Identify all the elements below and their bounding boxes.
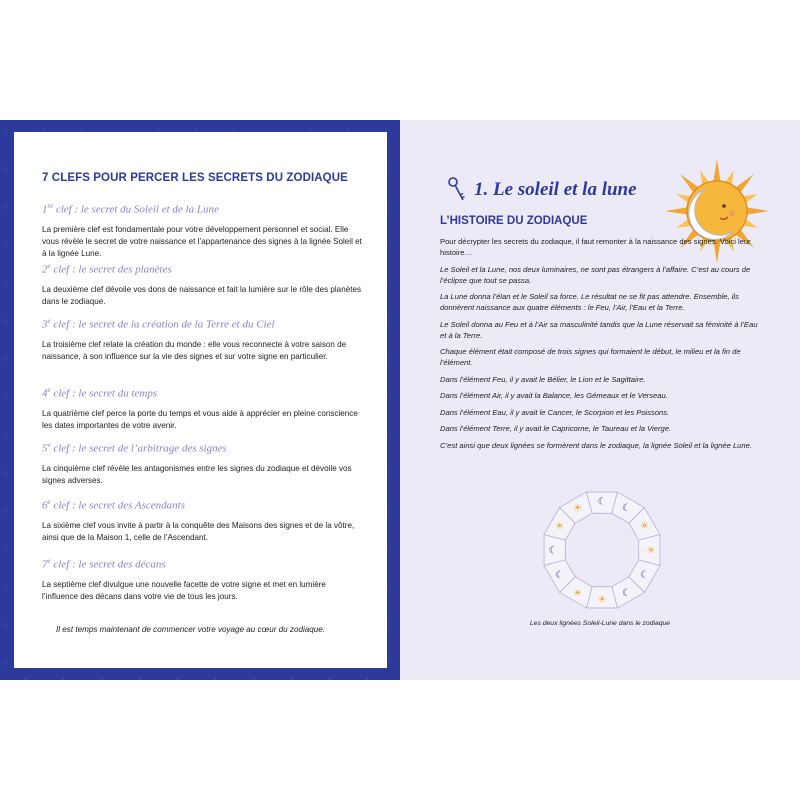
key-heading-text: clef : le secret des Ascendants: [50, 499, 186, 512]
key-ordinal: e: [47, 441, 51, 449]
sun-icon: ☀: [573, 503, 582, 515]
moon-icon: ☾: [555, 570, 565, 581]
key-description: La troisième clef relate la création du monde : elle vous reconnecte à votre saison de naissance, à son influence sur la vie des signes et sur votre signe en particulier.: [42, 339, 347, 361]
history-paragraph: Dans l’élément Eau, il y avait le Cancer, le Scorpion et les Poissons.: [440, 407, 670, 417]
page-title: 7 CLEFS POUR PERCER LES SECRETS DU ZODIAQUE: [42, 172, 348, 184]
history-paragraph: Pour décrypter les secrets du zodiaque, il faut remonter à la naissance des signes. Voici leur histoire…: [440, 237, 751, 257]
sun-icon: ☀: [639, 521, 649, 532]
key-block: [42, 262, 362, 308]
key-ordinal: e: [47, 498, 51, 506]
key-heading-text: clef : le secret du temps: [50, 387, 158, 400]
key-heading-text: clef : le secret des planètes: [50, 263, 172, 276]
key-description: La deuxième clef dévoile vos dons de naissance et fait la lumière sur le rôle des planètes dans le zodiaque.: [42, 284, 361, 306]
key-heading: [42, 202, 362, 216]
key-ordinal: re: [47, 202, 54, 210]
key-ordinal: e: [47, 386, 51, 394]
key-description: La première clef est fondamentale pour votre développement personnel et social. Elle vous révèle le secret de votre naissance et l’appartenance des signes à la lignée Soleil et à la lignée Lune.: [42, 224, 362, 258]
key-block: [42, 557, 362, 603]
key-block: [42, 386, 362, 432]
key-description: La septième clef divulgue une nouvelle facette de votre signe et met en lumière l’influence des décans dans votre vie de tous les jours.: [42, 579, 326, 601]
key-heading-text: clef : le secret de la création de la Terre et du Ciel: [50, 318, 275, 331]
key-heading: [42, 441, 362, 455]
right-page: [400, 120, 800, 680]
moon-icon: ☾: [622, 503, 631, 515]
sun-icon: ☀: [646, 545, 656, 557]
key-block: [42, 441, 362, 487]
key-heading-text: clef : le secret du Soleil et de la Lune: [53, 203, 219, 216]
key-ordinal: e: [47, 262, 51, 270]
key-ordinal: e: [47, 317, 51, 325]
history-paragraph: La Lune donna l’élan et le Soleil sa force. Le résultat ne se fit pas attendre. Ensemble, ils donnèrent naissance aux quatre éléments : le Feu, l’Air, l’Eau et la Terre.: [440, 292, 739, 312]
history-paragraph: Le Soleil et la Lune, nos deux luminaires, ne sont pas étrangers à l’affaire. C’est au cours de l’éclipse que tout se passa.: [440, 264, 751, 285]
key-ordinal: e: [47, 557, 51, 565]
key-description: La sixième clef vous invite à partir à la conquête des Maisons des signes et de la vôtre, ainsi que de la Maison 1, celle de l’Ascendant.: [42, 520, 355, 542]
key-heading-text: clef : le secret des décans: [50, 558, 166, 571]
key-number: 5: [42, 442, 48, 455]
key-heading: [42, 317, 362, 331]
history-paragraph: Le Soleil donna au Feu et à l’Air sa masculinité tandis que la Lune réservait sa féminité à l’Eau et à la Terre.: [440, 319, 758, 340]
key-description: La quatrième clef perce la porte du temps et vous aide à apprécier en pleine conscience les dates importantes de votre avenir.: [42, 408, 358, 430]
chapter-title-wrap: [446, 176, 637, 204]
history-paragraph: Dans l’élément Feu, il y avait le Bélier, le Lion et le Sagittaire.: [440, 374, 646, 384]
history-paragraph: Dans l’élément Air, il y avait la Balance, les Gémeaux et le Verseau.: [440, 391, 668, 400]
key-block: [42, 317, 362, 363]
sun-icon: ☀: [555, 521, 565, 532]
key-heading: [42, 498, 362, 512]
key-number: 6: [42, 499, 48, 512]
key-description: La cinquième clef révèle les antagonismes entre les signes du zodiaque et dévoile vos signes adverses.: [42, 463, 352, 485]
key-heading: [42, 386, 362, 400]
key-number: 1: [42, 203, 48, 216]
key-block: [42, 498, 362, 544]
history-text: [440, 236, 758, 456]
moon-icon: ☾: [622, 587, 631, 599]
key-icon: [446, 176, 466, 204]
history-paragraph: C’est ainsi que deux lignées se formèrent dans le zodiaque, la lignée Soleil et la lignée Lune.: [440, 440, 752, 450]
sun-icon: ☀: [573, 587, 582, 599]
key-heading-text: clef : le secret de l’arbitrage des signes: [50, 442, 227, 455]
left-page: [0, 120, 400, 680]
history-paragraph: Dans l’élément Terre, il y avait le Capricorne, le Taureau et la Vierge.: [440, 424, 672, 433]
key-heading: [42, 262, 362, 276]
moon-icon: ☾: [639, 570, 649, 581]
key-number: 7: [42, 558, 48, 571]
key-heading: [42, 557, 362, 571]
key-number: 4: [42, 387, 48, 400]
wheel-caption: Les deux lignées Soleil-Lune dans le zodiaque: [529, 620, 671, 627]
key-number: 3: [42, 318, 48, 331]
history-paragraph: Chaque élément était composé de trois signes qui formaient le début, le milieu et la fin de l’élément.: [440, 347, 741, 367]
closing-line: Il est temps maintenant de commencer votre voyage au cœur du zodiaque.: [56, 625, 326, 634]
key-number: 2: [42, 263, 48, 276]
section-heading: L’HISTOIRE DU ZODIAQUE: [440, 215, 588, 227]
sun-icon: ☀: [597, 594, 607, 606]
zodiac-wheel: [540, 488, 664, 612]
moon-icon: ☾: [597, 496, 607, 508]
key-block: [42, 202, 362, 260]
chapter-title: 1. Le soleil et la lune: [474, 179, 637, 200]
moon-icon: ☾: [548, 545, 558, 557]
keys-card: [14, 132, 387, 668]
